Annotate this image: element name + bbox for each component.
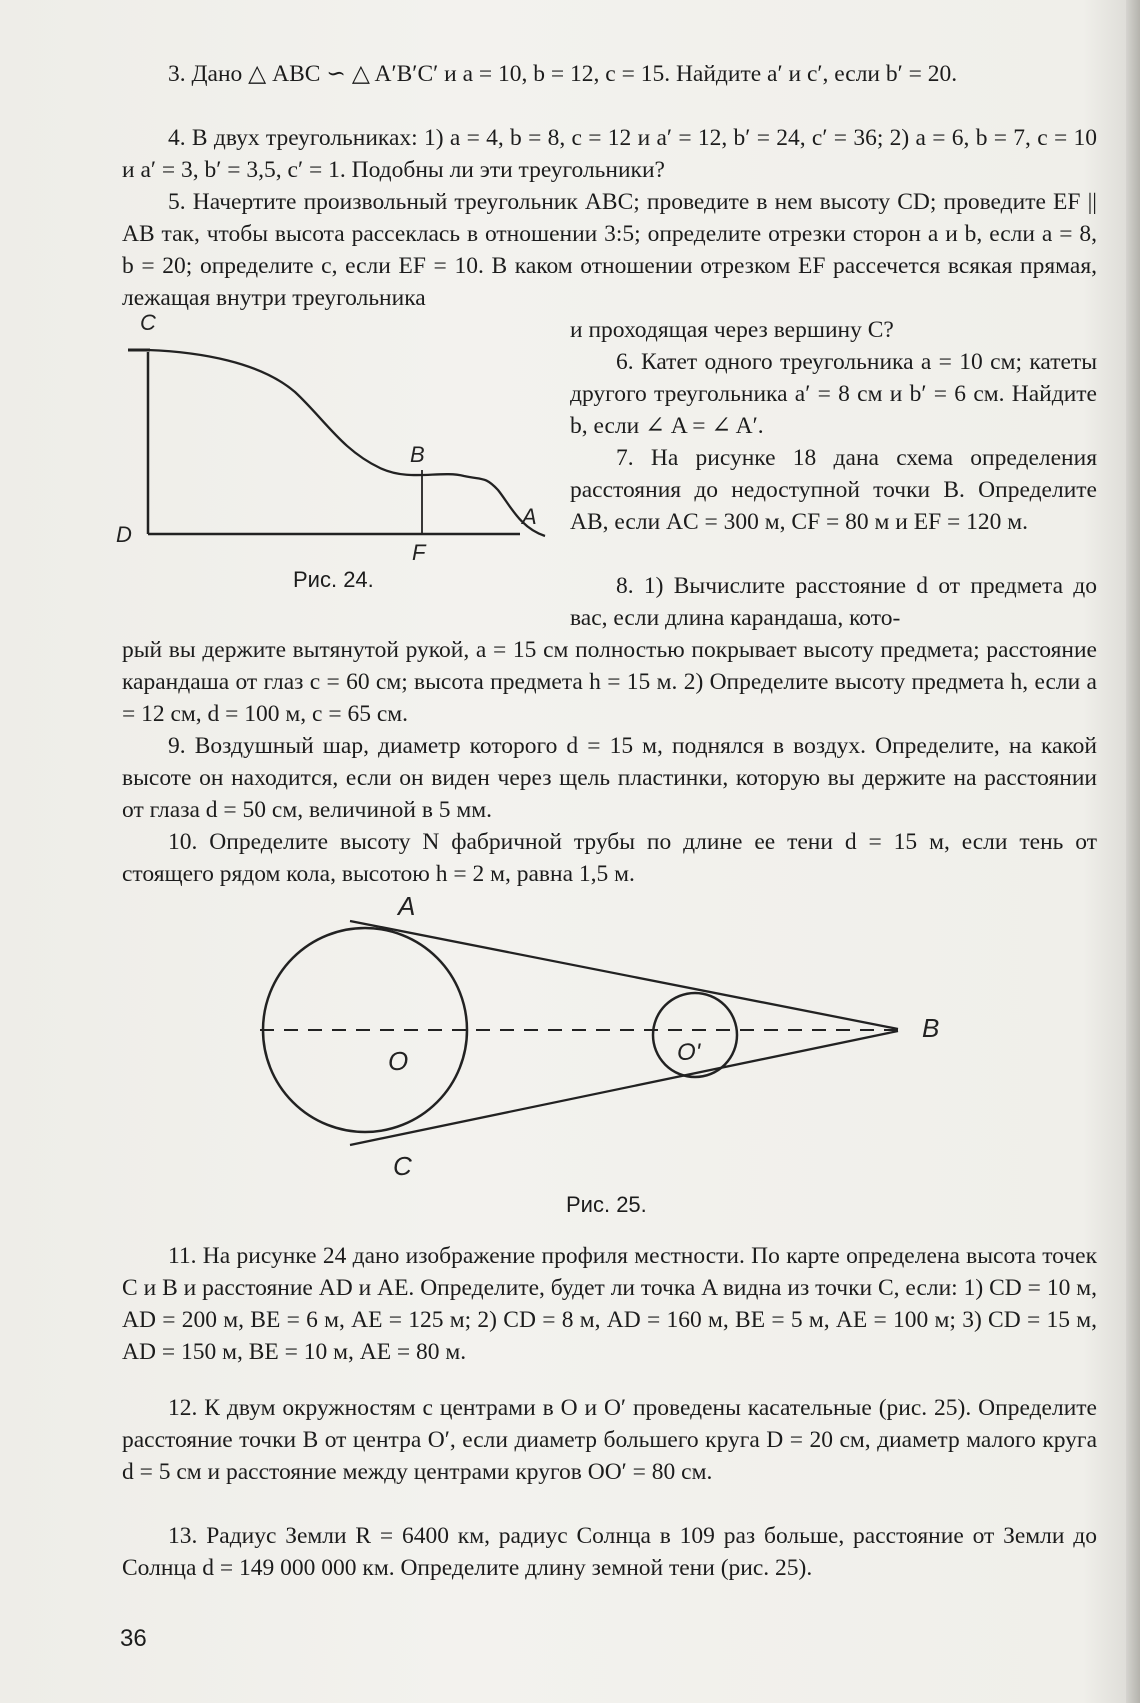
problem-6: 6. Катет одного треугольника a = 10 см; катеты другого треугольника a′ = 8 см и b′ = 6 см. Найдите b, если ∠ A = ∠ A′. <box>570 349 1097 439</box>
fig24-caption: Рис. 24. <box>293 567 374 592</box>
problem-10: 10. Определите высоту N фабричной трубы по длине ее тени d = 15 м, если тень от стоящего рядом кола, высотою h = 2 м, равна 1,5 м. <box>122 829 1097 887</box>
problem-3: 3. Дано △ ABC ∽ △ A′B′C′ и a = 10, b = 12, c = 15. Найдите a′ и c′, если b′ = 20. <box>168 61 958 87</box>
fig24-label-b: B <box>410 442 425 467</box>
fig25-caption: Рис. 25. <box>566 1192 647 1217</box>
fig25-label-c: C <box>393 1151 412 1181</box>
page-number: 36 <box>120 1625 147 1652</box>
fig24-label-f: F <box>412 540 426 565</box>
problem-9: 9. Воздушный шар, диаметр которого d = 15 м, поднялся в воздух. Определите, на какой высоте он находится, если он виден через щель пластинки, которую вы держите на расстоянии от глаза d = 50 см, величиной в 5 мм. <box>122 733 1097 823</box>
fig25-label-o1: O' <box>677 1039 701 1066</box>
problem-5: 5. Начертите произвольный треугольник ABC; проведите в нем высоту CD; проведите EF || AB так, чтобы высота рассеклась в отношении 3:5; определите отрезки сторон a и b, если a = 8, b = 20; определите c, если EF = 10. В каком отношении отрезком EF рассечется всякая прямая, лежащая внутри треугольника <box>122 189 1097 311</box>
figure-24 <box>110 300 560 570</box>
problem-11: 11. На рисунке 24 дано изображение профиля местности. По карте определена высота точек C и B и расстояние AD и AE. Определите, будет ли точка A видна из точки C, если: 1) CD = 10 м, AD = 200 м, BE = 6 м, AE = 125 м; 2) CD = 8 м, AD = 160 м, BE = 5 м, AE = 100 м; 3) CD = 15 м, AD = 150 м, BE = 10 м, AE = 80 м. <box>122 1243 1097 1365</box>
fig24-label-d: D <box>116 522 132 547</box>
fig25-label-a: A <box>398 891 416 921</box>
fig24-label-a: A <box>522 504 537 529</box>
problem-8-rest: рый вы держите вытянутой рукой, a = 15 см полностью покрывает высоту предмета; расстояние карандаша от глаз c = 60 см; высота предмета h = 15 м. 2) Определите высоту предмета h, если a = 12 см, d = 100 м, c = 65 см. <box>122 637 1097 727</box>
fig25-label-o: O <box>388 1046 409 1076</box>
problem-8-start: 8. 1) Вычислите расстояние d от предмета до вас, если длина карандаша, кото- <box>570 573 1097 631</box>
figure-25 <box>230 885 970 1185</box>
problem-12: 12. К двум окружностям с центрами в O и O′ проведены касательные (рис. 25). Определите расстояние точки B от центра O′, если диаметр большего круга D = 20 см, диаметр малого круга d = 5 см и расстояние между центрами кругов OO′ = 80 см. <box>122 1395 1097 1485</box>
fig25-upper-tangent <box>350 921 898 1029</box>
problem-5-end: и проходящая через вершину C? <box>570 317 894 343</box>
fig25-lower-tangent <box>350 1031 898 1145</box>
fig24-terrain-profile <box>148 350 545 536</box>
problem-4: 4. В двух треугольниках: 1) a = 4, b = 8, c = 12 и a′ = 12, b′ = 24, c′ = 36; 2) a = 6, b = 7, c = 10 и a′ = 3, b′ = 3,5, c′ = 1. Подобны ли эти треугольники? <box>122 125 1097 183</box>
problem-7: 7. На рисунке 18 дана схема определения расстояния до недоступной точки B. Определите AB, если AC = 300 м, CF = 80 м и EF = 120 м. <box>570 445 1097 535</box>
problem-13: 13. Радиус Земли R = 6400 км, радиус Солнца в 109 раз больше, расстояние от Земли до Солнца d = 149 000 000 км. Определите длину земной тени (рис. 25). <box>122 1523 1097 1581</box>
fig25-label-b: B <box>922 1013 940 1043</box>
page-edge-shadow <box>1126 0 1140 1703</box>
fig24-label-c: C <box>140 310 156 335</box>
